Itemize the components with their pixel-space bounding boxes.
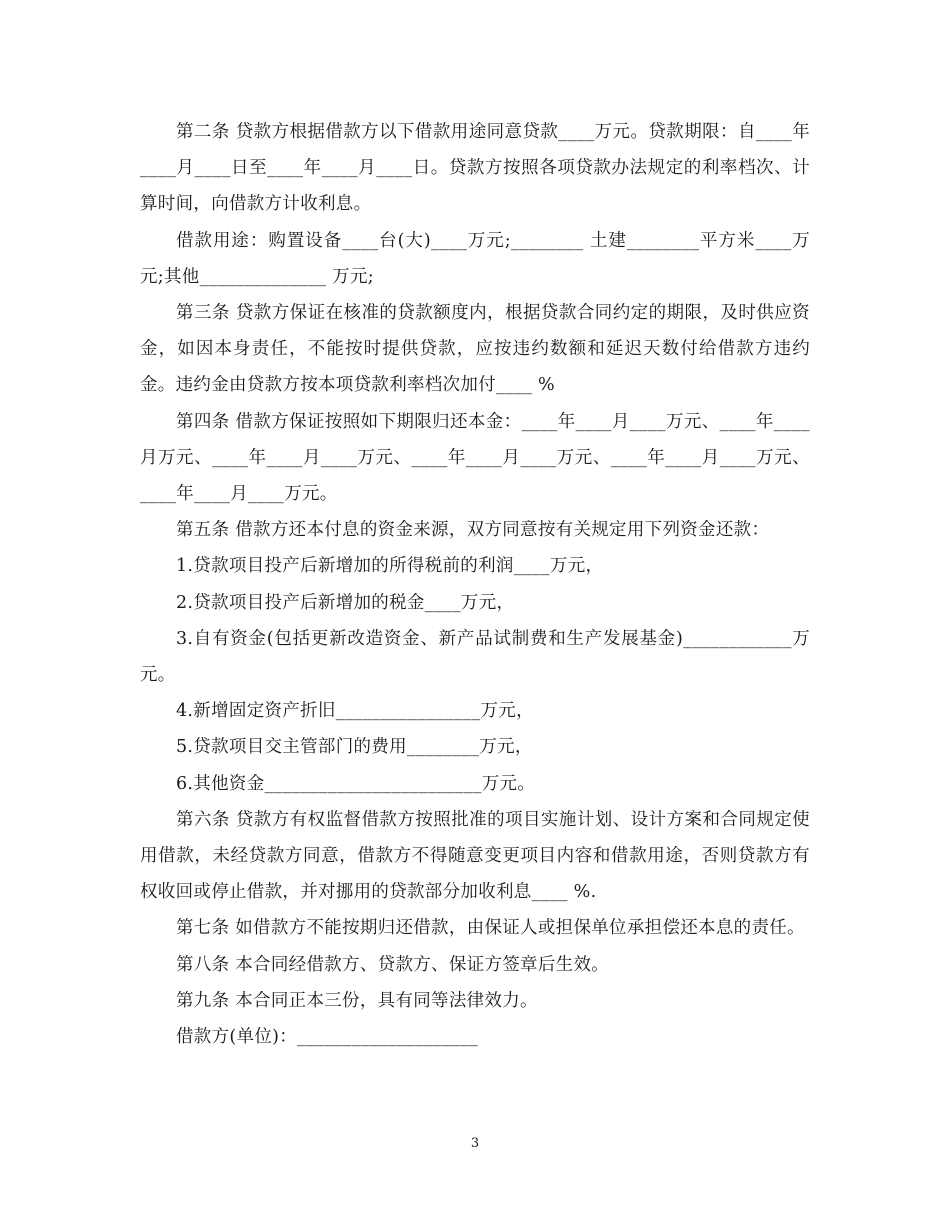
article-9-paragraph: 第九条 本合同正本三份，具有同等法律效力。 — [176, 990, 538, 1011]
repayment-item-6: 6.其他资金________________________万元。 — [176, 773, 536, 794]
repayment-item-1: 1.贷款项目投产后新增加的所得税前的利润____万元， — [176, 556, 604, 577]
article-2-paragraph: 第二条 贷款方根据借款方以下借款用途同意贷款____万元。贷款期限：自____年____月____日至____年____月____日。贷款方按照各项贷款办法规定的利率档次、计算时间，向借款方计收利息。 — [140, 122, 810, 215]
article-4-paragraph: 第四条 借款方保证按照如下期限归还本金：____年____月____万元、____年____月万元、____年____月____万元、____年____月____万元、____年____月____万元、____年____月____万元。 — [140, 411, 810, 505]
contract-body — [140, 114, 810, 1055]
repayment-item-2: 2.贷款项目投产后新增加的税金____万元， — [176, 592, 515, 613]
repayment-item-3: 3.自有资金(包括更新改造资金、新产品试制费和生产发展基金)____________万元。 — [140, 628, 810, 686]
page-number: 3 — [470, 1136, 480, 1151]
article-5-paragraph: 第五条 借款方还本付息的资金来源，双方同意按有关规定用下列资金还款： — [176, 520, 770, 541]
loan-purpose-paragraph: 借款用途：购置设备____台(大)____万元;________ 土建________平方米____万元;其他______________ 万元; — [140, 230, 810, 287]
article-6-paragraph: 第六条 贷款方有权监督借款方按照批准的项目实施计划、设计方案和合同规定使用借款，未经贷款方同意，借款方不得随意变更项目内容和借款用途，否则贷款方有权收回或停止借款，并对挪用的贷款部分加收利息____ %. — [140, 809, 810, 903]
article-7-paragraph: 第七条 如借款方不能按期归还借款，由保证人或担保单位承担偿还本息的责任。 — [176, 918, 805, 939]
repayment-item-4: 4.新增固定资产折旧________________万元， — [176, 701, 534, 722]
borrower-signature-line: 借款方(单位)：____________________ — [176, 1027, 479, 1048]
article-3-paragraph: 第三条 贷款方保证在核准的贷款额度内，根据贷款合同约定的期限，及时供应资金，如因本身责任，不能按时提供贷款，应按违约数额和延迟天数付给借款方违约金。违约金由贷款方按本项贷款利率档次加付____ % — [140, 303, 810, 396]
article-8-paragraph: 第八条 本合同经借款方、贷款方、保证方签章后生效。 — [176, 954, 610, 975]
repayment-item-5: 5.贷款项目交主管部门的费用________万元， — [176, 737, 533, 758]
